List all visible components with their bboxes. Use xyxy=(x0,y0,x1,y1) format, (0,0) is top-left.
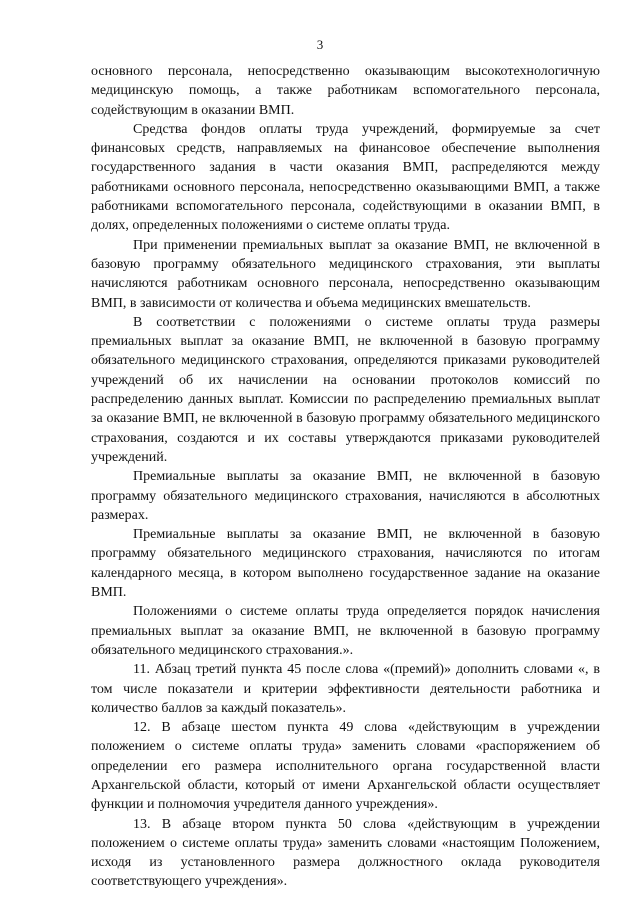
paragraph: В соответствии с положениями о системе оплаты труда размеры премиальных выплат за оказание ВМП, не включенной в базовую программу обязательного медицинского страхования, определяются приказами руководителей учреждений об их начислении на основании протоколов комиссий по распределению данных выплат. Комиссии по распределению премиальных выплат за оказание ВМП, не включенной в базовую программу обязательного медицинского страхования, создаются и их составы утверждаются приказами руководителей учреждений. xyxy=(91,314,600,465)
paragraph: Премиальные выплаты за оказание ВМП, не включенной в базовую программу обязательного медицинского страхования, начисляются по итогам календарного месяца, в котором выполнено государственное задание на оказание ВМП. xyxy=(91,527,600,601)
document-body xyxy=(91,62,600,892)
amendment-item-11: 11. Абзац третий пункта 45 после слова «(премий)» дополнить словами «, в том числе показатели и критерии эффективности деятельности работника и количество баллов за каждый показатель». xyxy=(91,662,600,716)
amendment-item-12: 12. В абзаце шестом пункта 49 слова «действующим в учреждении положением о системе оплаты труда» заменить словами «распоряжением об определении его размера исполнительного органа государственной власти Архангельской области, который от имени Архангельской области осуществляет функции и полномочия учредителя данного учреждения». xyxy=(91,720,600,813)
page-number: 3 xyxy=(316,37,324,52)
paragraph: Премиальные выплаты за оказание ВМП, не включенной в базовую программу обязательного медицинского страхования, начисляются в абсолютных размерах. xyxy=(91,469,600,523)
paragraph: Положениями о системе оплаты труда определяется порядок начисления премиальных выплат за оказание ВМП, не включенной в базовую программу обязательного медицинского страхования.». xyxy=(91,604,600,658)
amendment-item-13: 13. В абзаце втором пункта 50 слова «действующим в учреждении положением о системе оплаты труда» заменить словами «настоящим Положением, исходя из установленного размера должностного оклада руководителя соответствующего учреждения». xyxy=(91,816,600,890)
paragraph: основного персонала, непосредственно оказывающим высокотехнологичную медицинскую помощь, а также работникам вспомогательного персонала, содействующим в оказании ВМП. xyxy=(91,64,600,118)
paragraph: При применении премиальных выплат за оказание ВМП, не включенной в базовую программу обязательного медицинского страхования, эти выплаты начисляются работникам основного персонала, непосредственно оказывающим ВМП, в зависимости от количества и объема медицинских вмешательств. xyxy=(91,237,600,311)
paragraph: Средства фондов оплаты труда учреждений, формируемые за счет финансовых средств, направляемых на финансовое обеспечение выполнения государственного задания в части оказания ВМП, распределяются между работниками основного персонала, непосредственно оказывающими ВМП, а также работниками вспомогательного персонала, содействующими в оказании ВМП, в долях, определенных положениями о системе оплаты труда. xyxy=(91,121,600,234)
